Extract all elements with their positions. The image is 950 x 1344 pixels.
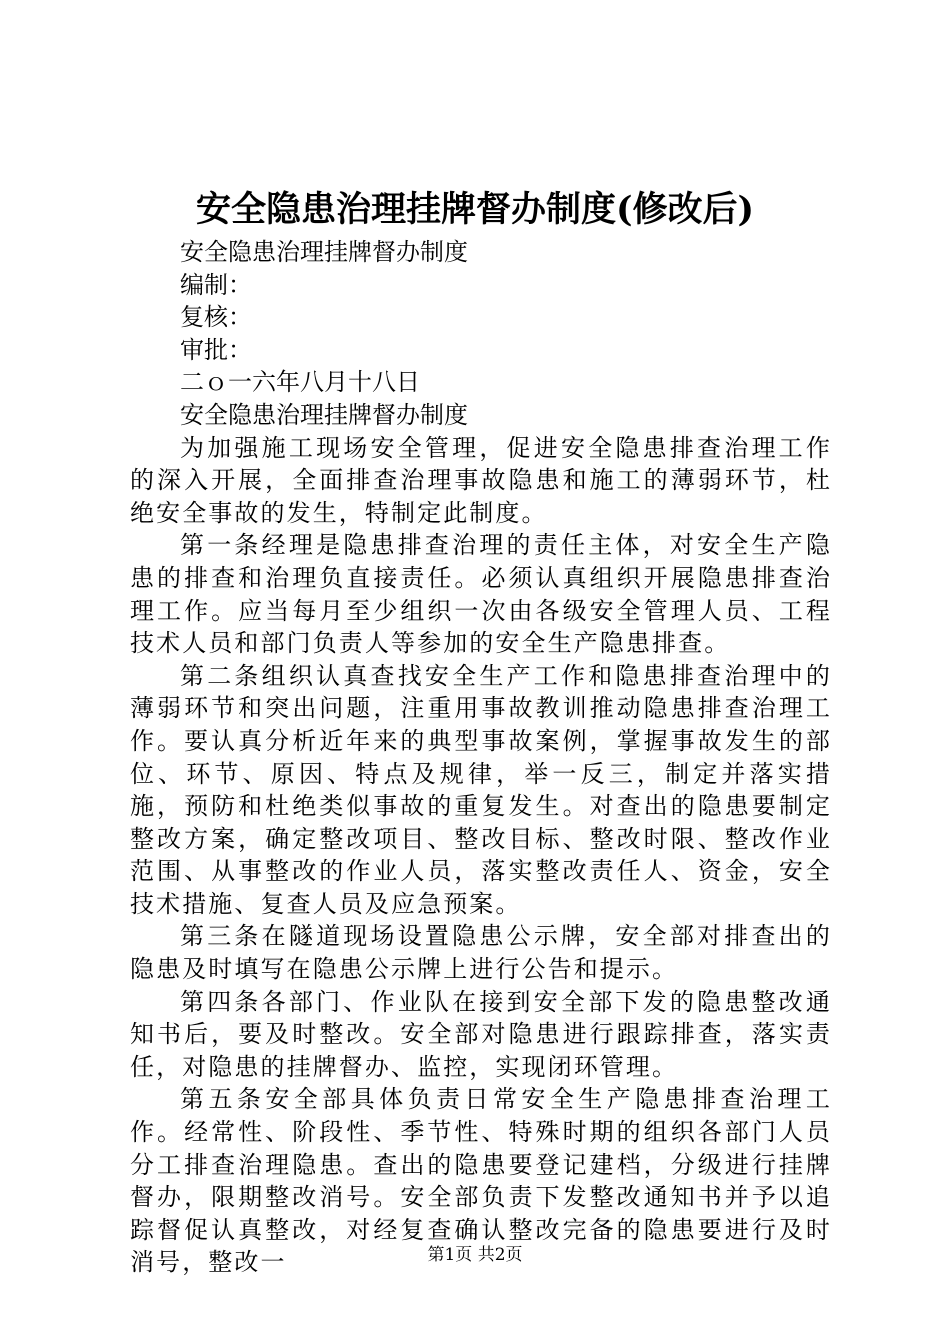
paragraph-article-5: 第五条安全部具体负责日常安全生产隐患排查治理工作。经常性、阶段性、季节性、特殊时期的组织各部门人员分工排查治理隐患。查出的隐患要登记建档，分级进行挂牌督办，限期整改消号。安全部负责下发整改通知书并予以追踪督促认真整改，对经复查确认整改完备的隐患要进行及时消号，整改一 [130,1085,832,1277]
header-line-reviewer: 复核： [180,303,252,332]
paragraph-article-4: 第四条各部门、作业队在接到安全部下发的隐患整改通知书后，要及时整改。安全部对隐患进行跟踪排查，落实责任，对隐患的挂牌督办、监控，实现闭环管理。 [130,987,832,1081]
header-line-subtitle: 安全隐患治理挂牌督办制度 [180,400,468,429]
document-title: 安全隐患治理挂牌督办制度(修改后) [195,189,755,230]
paragraph-article-2: 第二条组织认真查找安全生产工作和隐患排查治理中的薄弱环节和突出问题，注重用事故教训推动隐患排查治理工作。要认真分析近年来的典型事故案例，掌握事故发生的部位、环节、原因、特点及规律，举一反三，制定并落实措施，预防和杜绝类似事故的重复发生。对查出的隐患要制定整改方案，确定整改项目、整改目标、整改时限、整改作业范围、从事整改的作业人员，落实整改责任人、资金，安全技术措施、复查人员及应急预案。 [130,661,832,918]
header-line-approver: 审批： [180,335,252,364]
header-line-compiler: 编制： [180,270,252,299]
paragraph-article-1: 第一条经理是隐患排查治理的责任主体，对安全生产隐患的排查和治理负直接责任。必须认真组织开展隐患排查治理工作。应当每月至少组织一次由各级安全管理人员、工程技术人员和部门负责人等参加的安全生产隐患排查。 [130,531,832,658]
paragraph-article-3: 第三条在隧道现场设置隐患公示牌，安全部对排查出的隐患及时填写在隐患公示牌上进行公告和提示。 [130,922,832,984]
page-footer: 第1页 共2页 [427,1245,523,1265]
document-body [130,236,832,1279]
header-line-date: 二ｏ一六年八月十八日 [180,368,420,397]
header-line-title: 安全隐患治理挂牌督办制度 [180,238,468,266]
paragraph-intro: 为加强施工现场安全管理，促进安全隐患排查治理工作的深入开展，全面排查治理事故隐患和施工的薄弱环节，杜绝安全事故的发生，特制定此制度。 [130,433,832,527]
